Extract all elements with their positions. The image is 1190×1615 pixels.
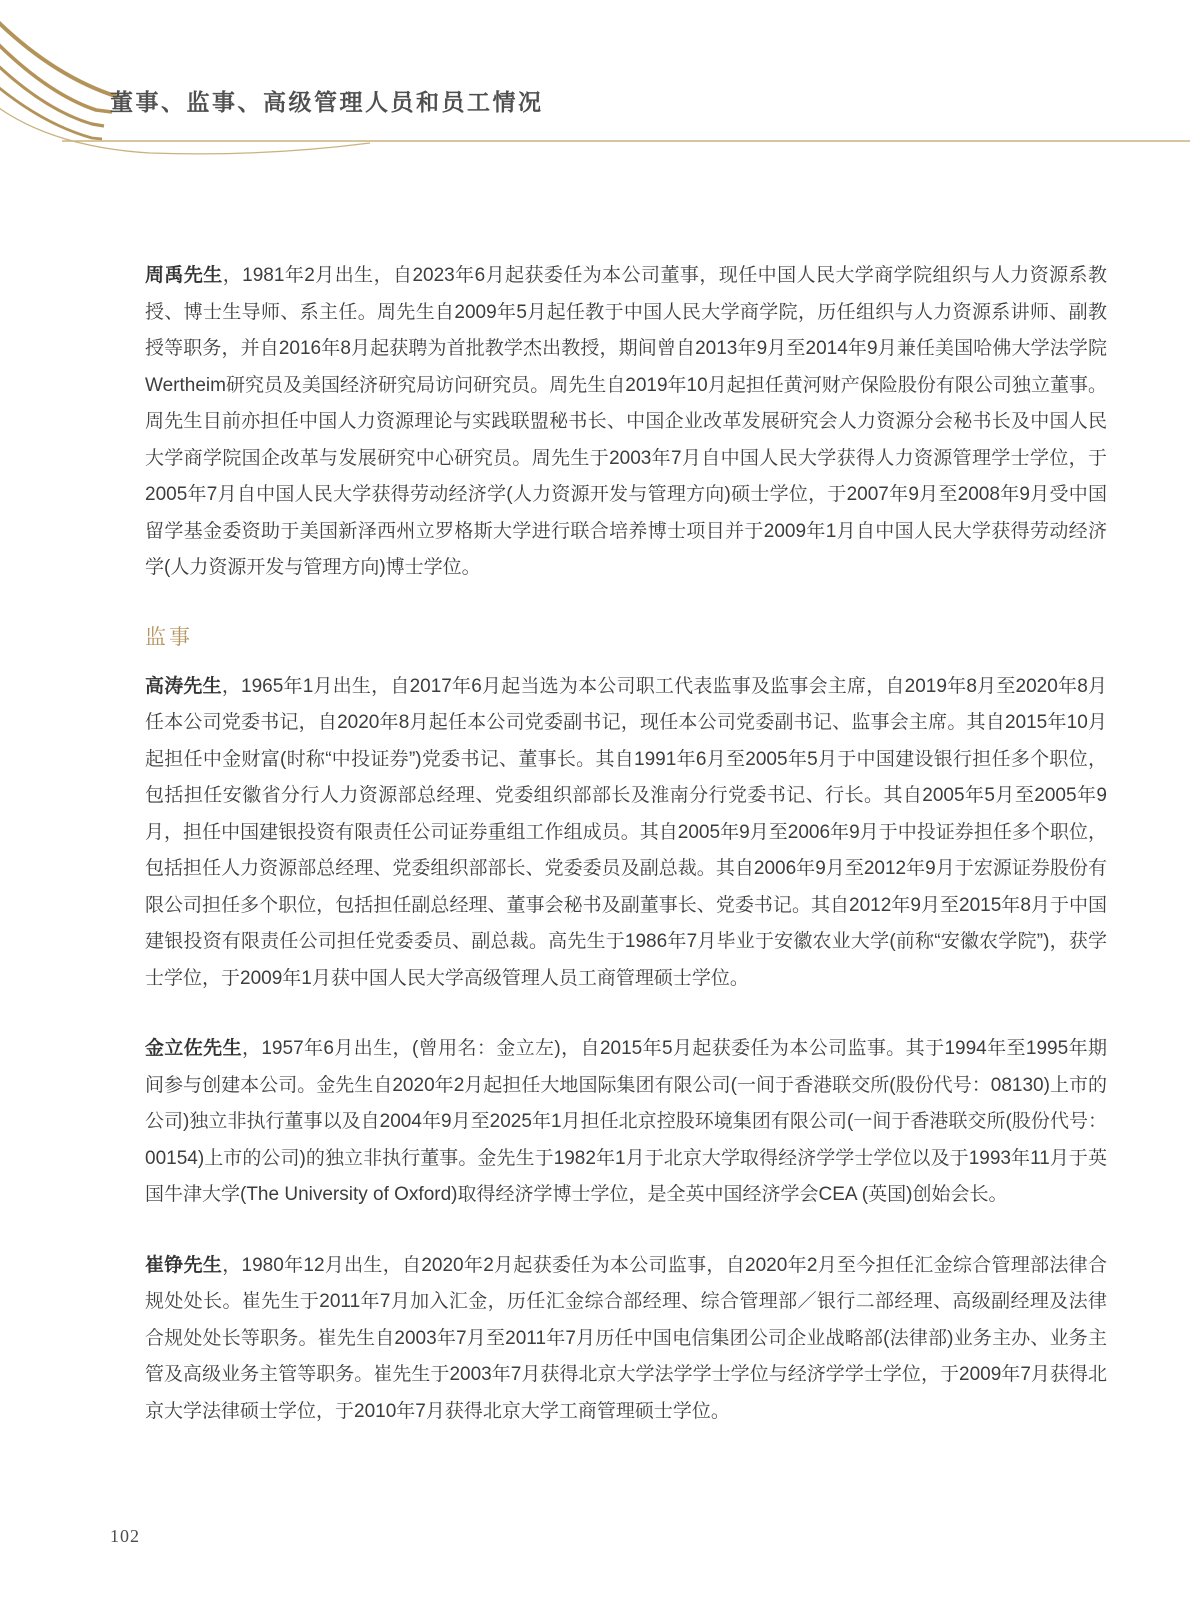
supervisor-bio-paragraph [145, 1031, 1107, 1214]
person-name: 高涛先生 [145, 675, 222, 697]
person-name: 崔铮先生 [145, 1254, 223, 1276]
chapter-title: 董事、监事、高级管理人员和员工情况 [110, 90, 544, 115]
supervisor-bio-paragraph [145, 1248, 1107, 1431]
bio-text: ，1981年2月出生，自2023年6月起获委任为本公司董事，现任中国人民大学商学院组织与人力资源系教授、博士生导师、系主任。周先生自2009年5月起任教于中国人民大学商学院，历任组织与人力资源系讲师、副教授等职务，并自2016年8月起获聘为首批教学杰出教授，期间曾自2013年9月至2014年9月兼任美国哈佛大学法学院Wertheim研究员及美国经济研究局访问研究员。周先生自2019年10月起担任黄河财产保险股份有限公司独立董事。周先生目前亦担任中国人力资源理论与实践联盟秘书长、中国企业改革发展研究会人力资源分会秘书长及中国人民大学商学院国企改革与发展研究中心研究员。周先生于2003年7月自中国人民大学获得人力资源管理学士学位，于2005年7月自中国人民大学获得劳动经济学(人力资源开发与管理方向)硕士学位，于2007年9月至2008年9月受中国留学基金委资助于美国新泽西州立罗格斯大学进行联合培养博士项目并于2009年1月自中国人民大学获得劳动经济学(人力资源开发与管理方向)博士学位。 [145, 265, 1107, 578]
bio-text: ，1957年6月出生，(曾用名：金立左)，自2015年5月起获委任为本公司监事。其于1994年至1995年期间参与创建本公司。金先生自2020年2月起担任大地国际集团有限公司(一间于香港联交所(股份代号：08130)上市的公司)独立非执行董事以及自2004年9月至2025年1月担任北京控股环境集团有限公司(一间于香港联交所(股份代号：00154)上市的公司)的独立非执行董事。金先生于1982年1月于北京大学取得经济学学士学位以及于1993年11月于英国牛津大学(The University of Oxford)取得经济学博士学位，是全英中国经济学会CEA (英国)创始会长。 [145, 1038, 1107, 1205]
person-name: 金立佐先生 [145, 1038, 242, 1059]
page-number: 102 [110, 1526, 140, 1546]
section-heading-supervisors: 监事 [145, 625, 193, 649]
content-column [145, 258, 1107, 1464]
bio-text: ，1965年1月出生，自2017年6月起当选为本公司职工代表监事及监事会主席，自2019年8月至2020年8月任本公司党委书记，自2020年8月起任本公司党委副书记，现任本公司党委副书记、监事会主席。其自2015年10月起担任中金财富(时称“中投证券”)党委书记、董事长。其自1991年6月至2005年5月于中国建设银行担任多个职位，包括担任安徽省分行人力资源部总经理、党委组织部部长及淮南分行党委书记、行长。其自2005年5月至2005年9月，担任中国建银投资有限责任公司证券重组工作组成员。其自2005年9月至2006年9月于中投证券担任多个职位，包括担任人力资源部总经理、党委组织部部长、党委委员及副总裁。其自2006年9月至2012年9月于宏源证券股份有限公司担任多个职位，包括担任副总经理、董事会秘书及副董事长、党委书记。其自2012年9月至2015年8月于中国建银投资有限责任公司担任党委委员、副总裁。高先生于1986年7月毕业于安徽农业大学(前称“安徽农学院”)，获学士学位，于2009年1月获中国人民大学高级管理人员工商管理硕士学位。 [145, 675, 1107, 989]
director-bio-paragraph [145, 258, 1107, 587]
bio-text: ，1980年12月出生，自2020年2月起获委任为本公司监事，自2020年2月至今担任汇金综合管理部法律合规处处长。崔先生于2011年7月加入汇金，历任汇金综合部经理、综合管理部／银行二部经理、高级副经理及法律合规处处长等职务。崔先生自2003年7月至2011年7月历任中国电信集团公司企业战略部(法律部)业务主办、业务主管及高级业务主管等职务。崔先生于2003年7月获得北京大学法学学士学位与经济学学士学位，于2009年7月获得北京大学法律硕士学位，于2010年7月获得北京大学工商管理硕士学位。 [145, 1254, 1107, 1422]
person-name: 周禹先生 [145, 265, 223, 286]
supervisor-bio-paragraph [145, 669, 1107, 998]
